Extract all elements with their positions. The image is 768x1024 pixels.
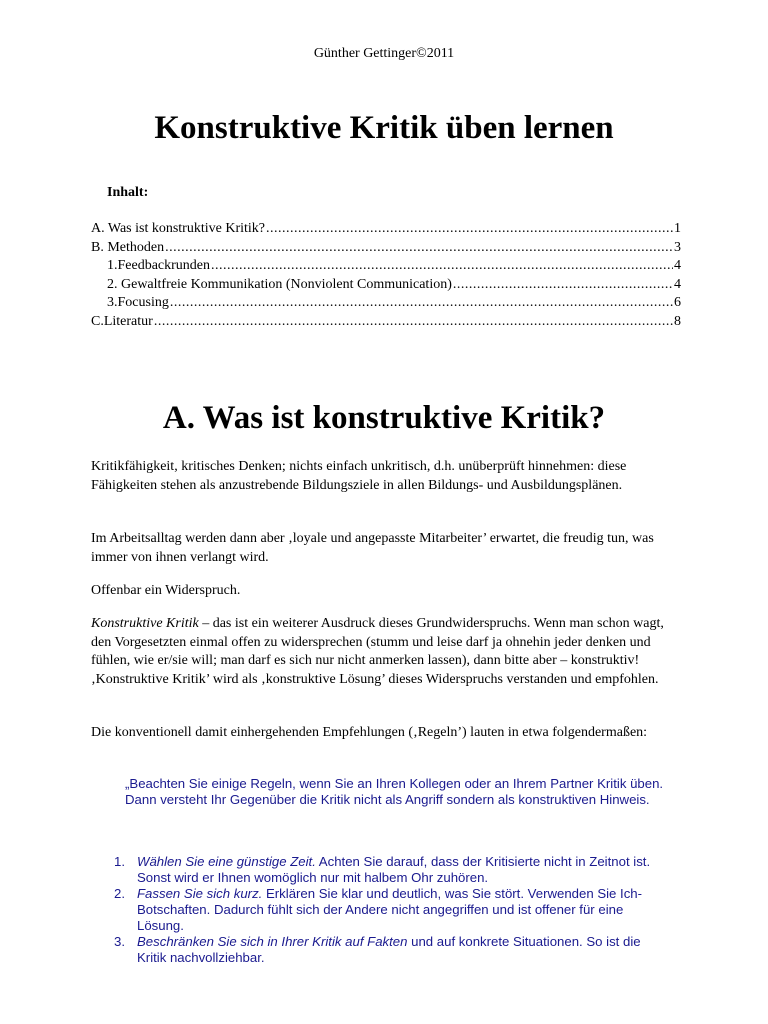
toc-entry-label: A. Was ist konstruktive Kritik?	[91, 221, 265, 236]
toc-entry-page: 4	[674, 276, 681, 292]
toc-entry-label: C.Literatur	[91, 313, 153, 329]
rule-emphasis: Wählen Sie eine günstige Zeit.	[137, 854, 316, 869]
section-heading: A. Was ist konstruktive Kritik?	[162, 400, 606, 436]
toc-leader-dots	[453, 276, 673, 295]
toc-entry[interactable]	[91, 220, 681, 239]
rules-list	[100, 854, 660, 966]
toc-entry[interactable]	[91, 276, 681, 295]
rule-emphasis: Fassen Sie sich kurz.	[137, 886, 263, 901]
toc-entry[interactable]	[91, 257, 681, 276]
list-marker: 2.	[114, 886, 125, 901]
paragraph	[91, 615, 681, 689]
toc-entry-page: 3	[674, 239, 681, 255]
toc-entry-page: 6	[674, 295, 681, 310]
rule-text: Achten Sie darauf, dass der Kritisierte nicht in Zeitnot ist. Sonst wird er Ihnen womöglich nur mit halbem Ohr zuhören.	[137, 854, 651, 885]
toc-entry-page: 4	[674, 258, 681, 273]
paragraph: Im Arbeitsalltag werden dann aber ‚loyale und angepasste Mitarbeiter’ erwartet, die freudig tun, was immer von ihnen verlangt wird.	[91, 531, 654, 565]
rule-emphasis: Beschränken Sie sich in Ihrer Kritik auf Fakten	[137, 934, 408, 949]
toc-leader-dots	[211, 257, 673, 276]
paragraph-text: – das ist ein weiterer Ausdruck dieses Grundwiderspruchs. Wenn man schon wagt, den Vorgesetzten einmal offen zu widersprechen (stumm und leise darf ja ohnehin jeder denken und fühlen, wie er/sie will; man darf es sich nur nicht anmerken lassen), dann bitte aber – konstruktiv! ‚Konstruktive Kritik’ wird als ‚konstruktive Lösung’ dieses Widerspruchs verstanden und empfohlen.	[91, 616, 664, 687]
toc-entry-page: 1	[674, 221, 681, 236]
toc-entry-page: 8	[674, 313, 681, 329]
toc-leader-dots	[170, 294, 673, 313]
rule-text: und auf konkrete Situationen. So ist die Kritik nachvollziehbar.	[137, 934, 641, 965]
toc-entry[interactable]	[91, 313, 681, 332]
toc-leader-dots	[165, 239, 673, 258]
toc-entry-label: 1.Feedbackrunden	[107, 258, 211, 273]
toc-entry[interactable]	[91, 294, 681, 313]
list-marker: 1.	[114, 854, 125, 869]
list-item	[100, 934, 660, 966]
list-item	[100, 886, 660, 934]
toc-entry-label: B. Methoden	[91, 239, 165, 255]
toc-entry[interactable]	[91, 239, 681, 258]
emphasis-text: Konstruktive Kritik	[91, 616, 199, 631]
toc-leader-dots	[266, 220, 673, 239]
quote-block: „Beachten Sie einige Regeln, wenn Sie an Ihren Kollegen oder an Ihrem Partner Kritik üben. Dann versteht Ihr Gegenüber die Kritik nicht als Angriff sondern als konstruktiven Hinweis.	[125, 776, 664, 807]
toc-leader-dots	[154, 313, 673, 332]
paragraph: Die konventionell damit einhergehenden Empfehlungen (‚Regeln’) lauten in etwa folgendermaßen:	[91, 725, 648, 740]
toc-entry-label: 2. Gewaltfreie Kommunikation (Nonviolent Communication)	[107, 276, 452, 292]
paragraph: Offenbar ein Widerspruch.	[91, 583, 241, 598]
author-line: Günther Gettinger©2011	[313, 46, 455, 61]
table-of-contents	[91, 220, 681, 331]
list-marker: 3.	[114, 934, 125, 949]
document-title: Konstruktive Kritik üben lernen	[154, 110, 614, 146]
toc-heading: Inhalt:	[107, 185, 149, 200]
rule-text: Erklären Sie klar und deutlich, was Sie stört. Verwenden Sie Ich-Botschaften. Dadurch fühlt sich der Andere nicht angegriffen und ist offener für eine Lösung.	[137, 886, 643, 933]
list-item	[100, 854, 660, 886]
paragraph: Kritikfähigkeit, kritisches Denken; nichts einfach unkritisch, d.h. unüberprüft hinnehmen: diese Fähigkeiten stehen als anzustrebende Bildungsziele in allen Bildungs- und Ausbildungsplänen.	[91, 459, 627, 493]
toc-entry-label: 3.Focusing	[107, 295, 169, 310]
